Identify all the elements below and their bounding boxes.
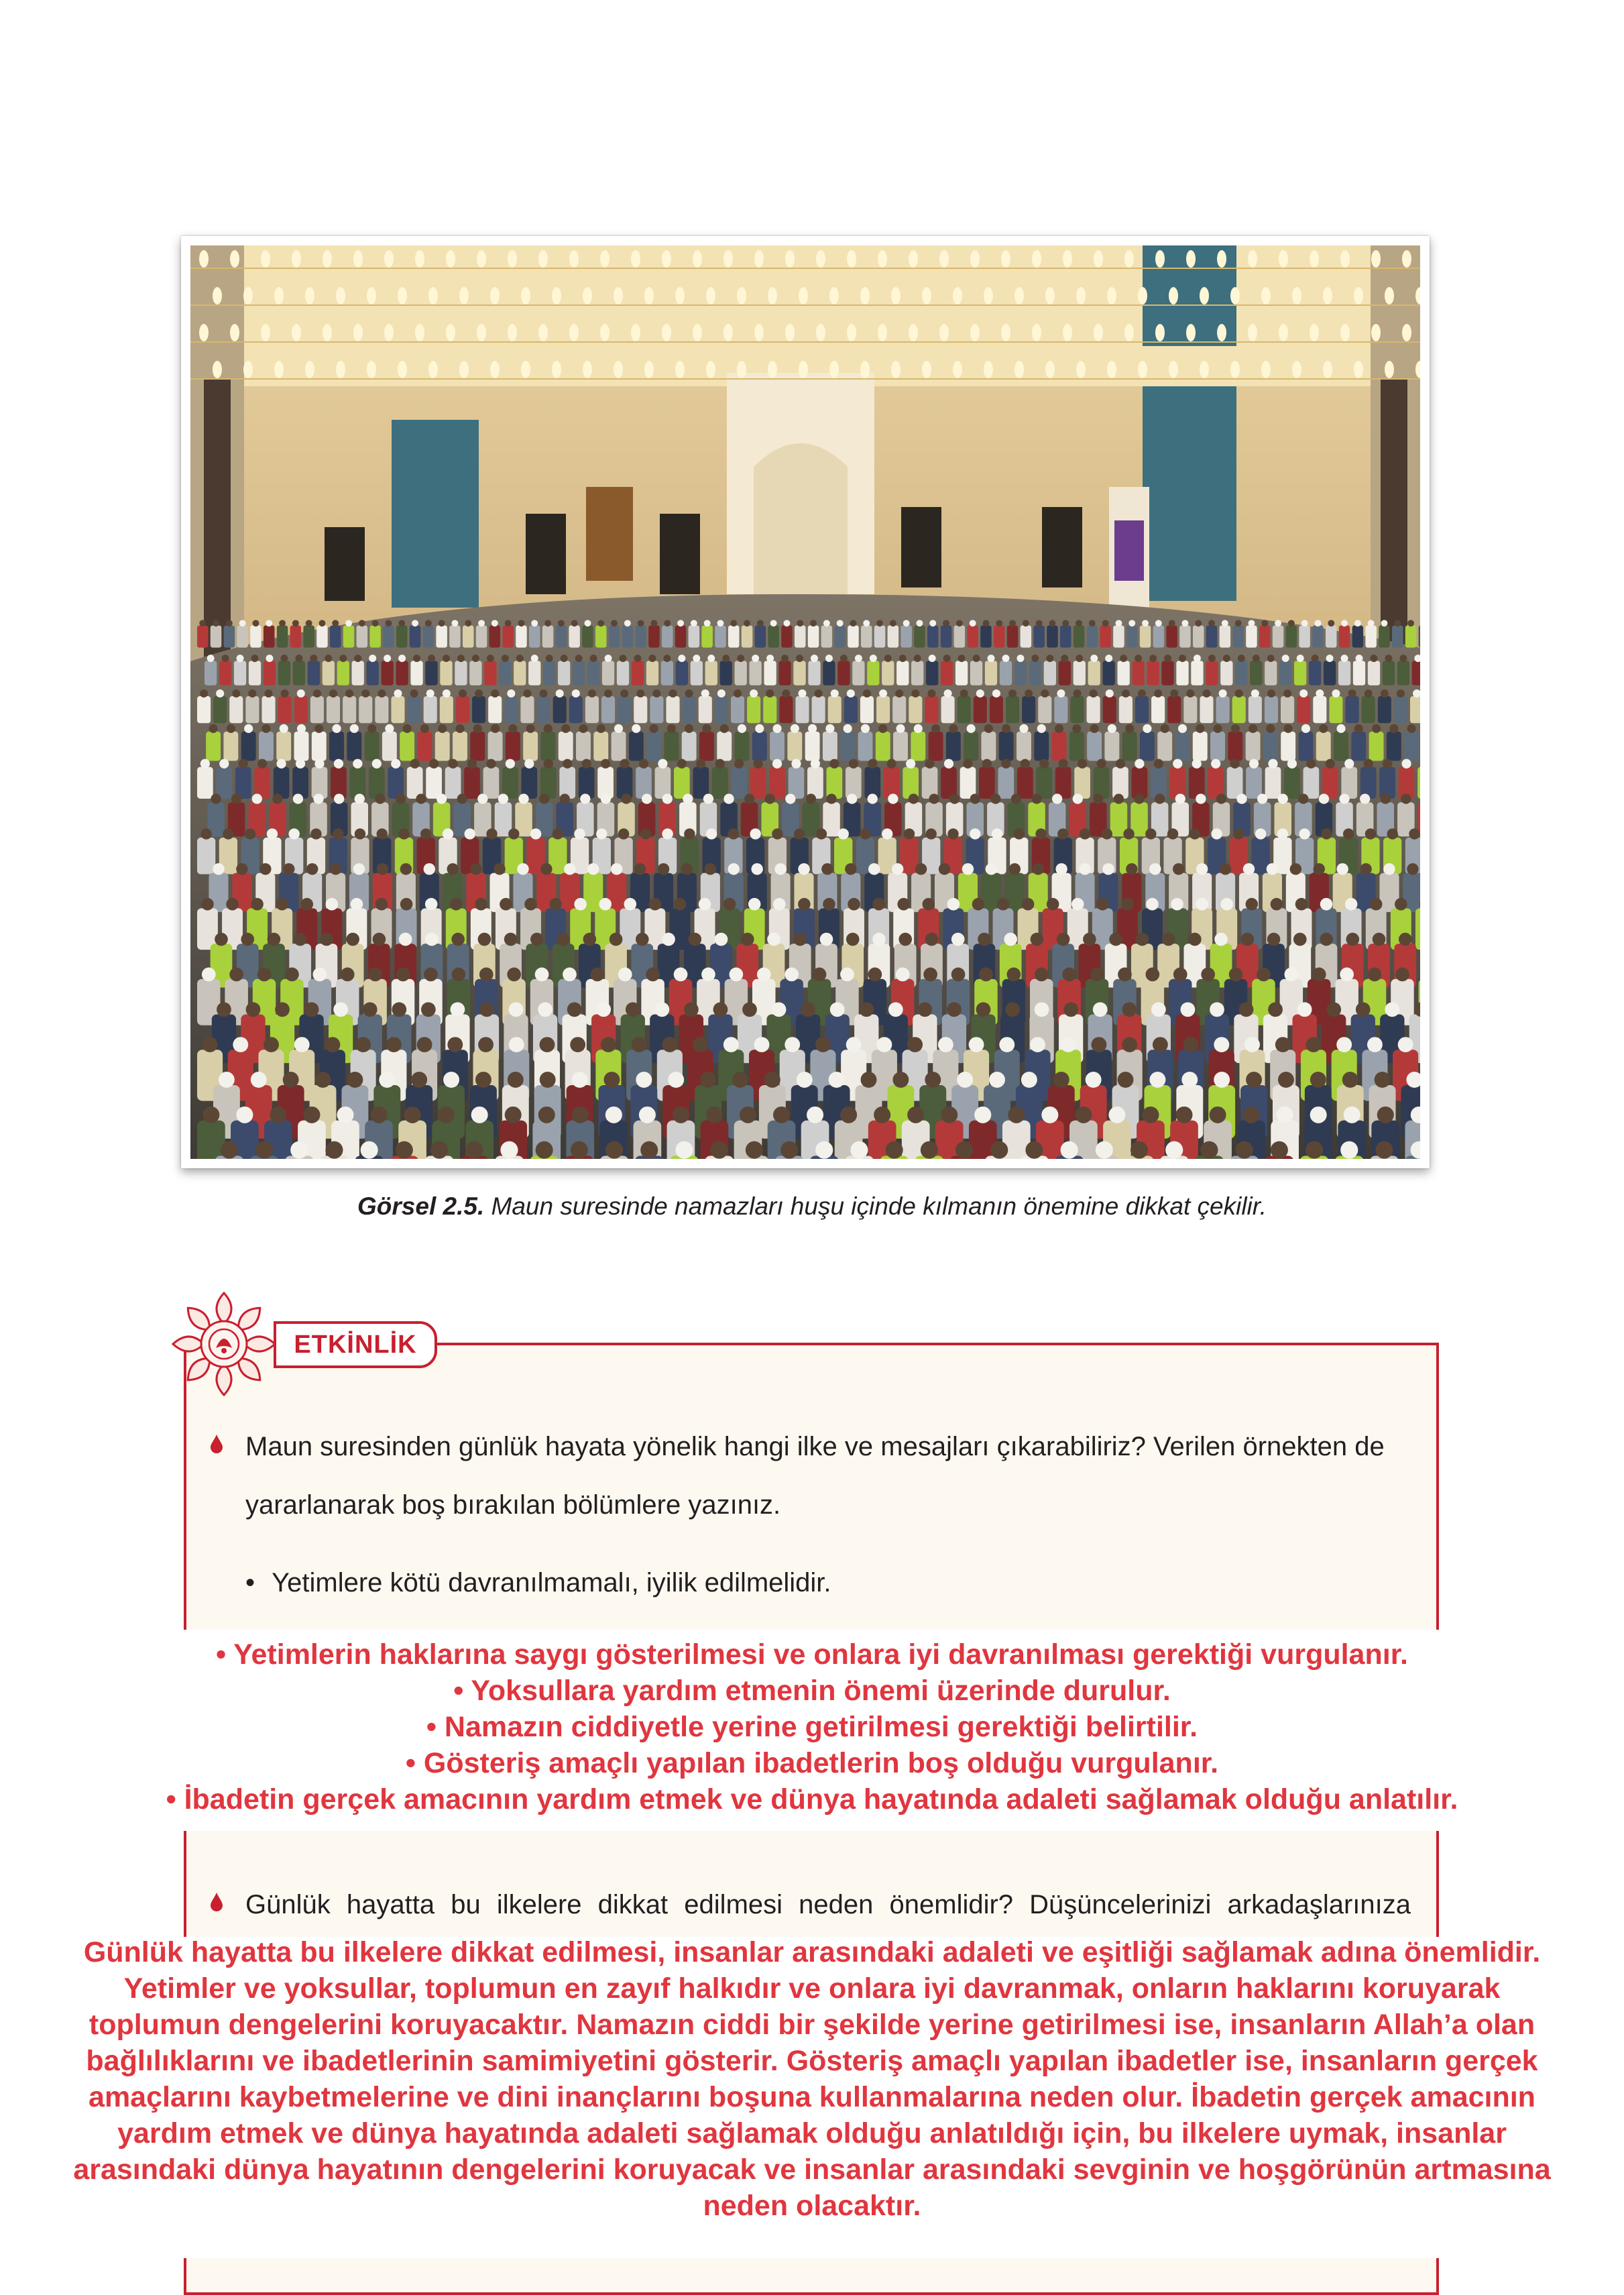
answer-line: • Gösteriş amaçlı yapılan ibadetlerin boş olduğu vurgulanır.	[405, 1747, 1219, 1779]
answer-2-line: neden olacaktır.	[703, 2190, 921, 2222]
activity-title: ETKİNLİK	[274, 1321, 437, 1368]
ornament-rosette-icon	[170, 1290, 278, 1398]
question-1-line-1: Maun suresinden günlük hayata yönelik hangi ilke ve mesajları çıkarabiliriz? Verilen örnekten de	[245, 1432, 1385, 1461]
answer-line: • Yetimlerin haklarına saygı gösterilmesi ve onlara iyi davranılması gerektiği vurgulanır.	[215, 1638, 1408, 1671]
figure-label: Görsel 2.5.	[357, 1192, 485, 1220]
example-bullet: •	[245, 1568, 255, 1598]
answer-2-line: bağlılıklarını ve ibadetlerinin samimiyetini gösterir. Gösteriş amaçlı yapılan ibadetler ise, insanların gerçek	[86, 2045, 1538, 2077]
answer-line: • Namazın ciddiyetle yerine getirilmesi gerektiği belirtilir.	[426, 1711, 1198, 1743]
answer-line: • Yoksullara yardım etmenin önemi üzerinde durulur.	[453, 1675, 1171, 1707]
answers-list	[0, 1636, 1624, 1817]
answer-2-line: Yetimler ve yoksullar, toplumun en zayıf halkıdır ve onlara iyi davranmak, onların haklarını koruyarak	[123, 1972, 1501, 2005]
answer-2-line: arasındaki dünya hayatının dengelerini koruyacak ve insanlar arasındaki sevginin ve hoşgörünün artmasına	[73, 2153, 1551, 2186]
figure-caption	[0, 1192, 1624, 1221]
answer-2-line: amaçlarını kaybetmelerine ve dini inançlarını boşuna kullanmalarına neden olur. İbadetin gerçek amacının	[89, 2081, 1535, 2113]
answer-2-paragraph	[27, 1934, 1597, 2224]
mosque-prayer-photo	[190, 245, 1420, 1159]
answer-2-line: yardım etmek ve dünya hayatında adaleti sağlamak olduğu anlatıldığı için, bu ilkelere uymak, insanlar	[117, 2117, 1507, 2149]
question-2: Günlük hayatta bu ilkelere dikkat edilmesi neden önemlidir? Düşüncelerinizi arkadaşlarınıza	[245, 1890, 1411, 1919]
figure-caption-text: Maun suresinde namazları huşu içinde kılmanın önemine dikkat çekilir.	[484, 1192, 1267, 1220]
red-drop-icon	[209, 1892, 224, 1912]
example-text: Yetimlere kötü davranılmamalı, iyilik edilmelidir.	[272, 1568, 831, 1598]
figure-photo-frame	[181, 236, 1430, 1168]
red-drop-icon	[209, 1434, 224, 1454]
answer-2-line: Günlük hayatta bu ilkelere dikkat edilmesi, insanlar arasındaki adaleti ve eşitliği sağlamak adına önemlidir.	[83, 1936, 1541, 1968]
answer-2-line: toplumun dengelerini koruyacaktır. Namazın ciddi bir şekilde yerine getirilmesi ise, insanların Allah’a olan	[89, 2009, 1535, 2041]
question-1-line-2: yararlanarak boş bırakılan bölümlere yazınız.	[245, 1490, 781, 1520]
example-answer	[245, 1568, 831, 1598]
answer-line: • İbadetin gerçek amacının yardım etmek ve dünya hayatında adaleti sağlamak olduğu anlatılır.	[166, 1783, 1458, 1815]
mosque-prayer-illustration	[190, 245, 1420, 1159]
